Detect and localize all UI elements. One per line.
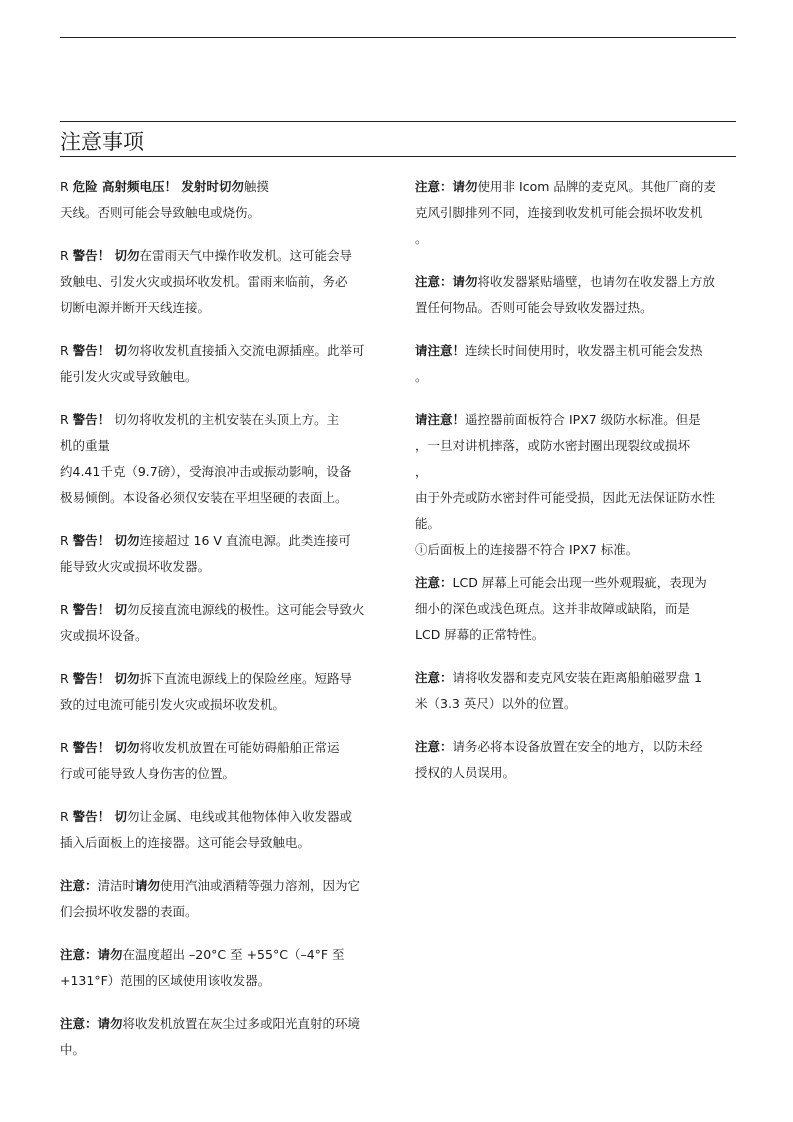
notice-line [415, 407, 740, 433]
notice-text: 由于外壳或防水密封件可能受损，因此无法保证防水性 [415, 490, 716, 505]
notice-text: ，一旦对讲机摔落，或防水密封圈出现裂纹或损坏 [415, 438, 691, 453]
notice-text: R [60, 248, 73, 263]
notice-text: 。 [415, 231, 428, 246]
notice-text: R [60, 809, 73, 824]
notice-text: 米（3.3 英尺）以外的位置。 [415, 696, 577, 711]
notice-emphasis: 请勿 [452, 179, 478, 194]
notice-line [415, 734, 740, 760]
notice-line [60, 942, 390, 968]
left-column [60, 174, 390, 1080]
notice-line [60, 459, 390, 485]
notice-text: 。 [415, 369, 428, 384]
notice-text: 切勿将收发机的主机安装在头顶上方。主 [110, 412, 340, 427]
notice-text: 授权的人员误用。 [415, 765, 516, 780]
notice-text: 细小的深色或浅色斑点。这并非故障或缺陷，而是 [415, 601, 691, 616]
notice-line [415, 364, 740, 390]
notice-item [60, 174, 390, 226]
notice-text: 连接超过 16 V 直流电源。此类连接可 [139, 533, 351, 548]
notice-text: 中。 [60, 1042, 86, 1057]
notice-line [60, 968, 390, 994]
notice-text: 触摸 [243, 179, 269, 194]
notice-line [415, 596, 740, 622]
notice-line [60, 295, 390, 321]
notice-line [415, 338, 740, 364]
notice-text: 机的重量 [60, 438, 111, 453]
notice-line [415, 665, 740, 691]
notice-item [60, 873, 390, 925]
notice-text: 连续长时间使用时，收发器主机可能会发热 [465, 343, 703, 358]
notice-item [60, 942, 390, 994]
notice-text: 将收发器紧贴墙壁，也请勿在收发器上方放 [477, 274, 716, 289]
notice-line [60, 735, 390, 761]
notice-line [415, 485, 740, 511]
notice-text: 将收发机放置在灰尘过多或阳光直射的环境 [122, 1016, 361, 1031]
notice-text: 在雷雨天气中操作收发机。这可能会导 [139, 248, 353, 263]
notice-line [60, 174, 390, 200]
notice-text: R [60, 179, 73, 194]
notice-emphasis: 警告！ 切 [72, 602, 128, 617]
notice-text: 约4.41千克（9.7磅），受海浪冲击或振动影响，设备 [60, 464, 352, 479]
notice-item [60, 597, 390, 649]
notice-emphasis: 请注意！ [415, 412, 466, 427]
notice-text: LCD 屏幕上可能会出现一些外观瑕疵，表现为 [452, 575, 707, 590]
notice-text: 插入后面板上的连接器。这可能会导致触电。 [60, 835, 311, 850]
notice-line [60, 338, 390, 364]
page-title: 注意事项 [60, 130, 144, 154]
notice-emphasis: 请勿 [97, 1016, 123, 1031]
notice-text: 清洁时 [97, 878, 136, 893]
notice-text: 能。 [415, 516, 441, 531]
notice-text: LCD 屏幕的正常特性。 [415, 627, 545, 642]
notice-line [60, 804, 390, 830]
notice-line [60, 407, 390, 433]
notice-emphasis: 警告！ 切 [72, 343, 128, 358]
notice-emphasis: 请注意！ [415, 343, 466, 358]
notice-text: 切断电源并断开天线连接。 [60, 300, 211, 315]
notice-emphasis: 警告！ 切勿 [72, 671, 140, 686]
notice-text: 能导致火灾或损坏收发器。 [60, 559, 211, 574]
notice-line [60, 761, 390, 787]
notice-item [60, 338, 390, 390]
right-column [415, 174, 740, 803]
notice-emphasis: 请勿 [452, 274, 478, 289]
notice-line [60, 623, 390, 649]
notice-emphasis: 注意： [60, 1016, 98, 1031]
notice-text: 行或可能导致人身伤害的位置。 [60, 766, 236, 781]
notice-item [60, 804, 390, 856]
notice-emphasis: 注意： [60, 878, 98, 893]
notice-line [415, 537, 740, 563]
notice-line [60, 528, 390, 554]
notice-line [415, 269, 740, 295]
notice-line [60, 597, 390, 623]
notice-text: 拆下直流电源线上的保险丝座。短路导 [139, 671, 353, 686]
notice-line [60, 666, 390, 692]
notice-text: 勿让金属、电线或其他物体伸入收发器或 [127, 809, 353, 824]
notice-text: 置任何物品。否则可能会导致收发器过热。 [415, 300, 653, 315]
notice-item [60, 1011, 390, 1063]
notice-emphasis: 危险 高射频电压！ 发射时切勿 [72, 179, 244, 194]
notice-line [60, 899, 390, 925]
notice-item [415, 269, 740, 321]
notice-text: 极易倾倒。本设备必须仅安装在平坦坚硬的表面上。 [60, 490, 348, 505]
notice-text: 请务必将本设备放置在安全的地方，以防未经 [452, 739, 703, 754]
notice-item [60, 243, 390, 321]
notice-emphasis: 注意： [415, 274, 453, 289]
notice-line [415, 226, 740, 252]
notice-item [415, 734, 740, 786]
notice-item [60, 666, 390, 718]
notice-text: ⓘ后面板上的连接器不符合 IPX7 标准。 [415, 542, 639, 557]
notice-text: 使用汽油或酒精等强力溶剂，因为它 [160, 878, 361, 893]
notice-emphasis: 注意： [415, 670, 453, 685]
notice-line [60, 1011, 390, 1037]
notice-text: 们会损坏收发器的表面。 [60, 904, 198, 919]
notice-emphasis: 请勿 [97, 947, 123, 962]
notice-text: R [60, 412, 73, 427]
notice-line [415, 295, 740, 321]
notice-line [415, 200, 740, 226]
notice-line [415, 760, 740, 786]
notice-text: 能引发火灾或导致触电。 [60, 369, 198, 384]
notice-line [415, 433, 740, 459]
notice-line [415, 570, 740, 596]
notice-text: 天线。否则可能会导致触电或烧伤。 [60, 205, 261, 220]
section-rule-bottom [60, 156, 736, 157]
notice-line [60, 554, 390, 580]
notice-item [415, 338, 740, 390]
notice-emphasis: 警告！ 切勿 [72, 533, 140, 548]
notice-emphasis: 请勿 [135, 878, 161, 893]
notice-line [60, 364, 390, 390]
notice-text: R [60, 671, 73, 686]
notice-text: 请将收发器和麦克风安装在距离船舶磁罗盘 1 [452, 670, 702, 685]
notice-text: 将收发机放置在可能妨碍船舶正常运 [139, 740, 340, 755]
notice-item [60, 528, 390, 580]
notice-text: 遥控器前面板符合 IPX7 级防水标准。但是 [465, 412, 701, 427]
notice-line [60, 200, 390, 226]
notice-line [60, 1037, 390, 1063]
notice-line [60, 873, 390, 899]
notice-emphasis: 注意： [415, 179, 453, 194]
notice-line [415, 459, 740, 485]
notice-line [415, 511, 740, 537]
notice-text: 灾或损坏设备。 [60, 628, 148, 643]
notice-emphasis: 警告！ [72, 412, 111, 427]
notice-line [415, 174, 740, 200]
notice-item [60, 407, 390, 511]
notice-text: 使用非 Icom 品牌的麦克风。其他厂商的麦 [477, 179, 716, 194]
notice-line [60, 433, 390, 459]
notice-emphasis: 警告！ 切 [72, 809, 128, 824]
notice-text: 在温度超出 –20°C 至 +55°C（–4°F 至 [122, 947, 345, 962]
notice-text: 致触电、引发火灾或损坏收发机。雷雨来临前，务必 [60, 274, 348, 289]
notice-emphasis: 注意： [60, 947, 98, 962]
notice-text: +131°F）范围的区域使用该收发器。 [60, 973, 271, 988]
section-rule-top [60, 121, 736, 122]
notice-text: R [60, 343, 73, 358]
notice-item [415, 570, 740, 648]
notice-item [60, 735, 390, 787]
notice-line [415, 622, 740, 648]
notice-text: 勿将收发机直接插入交流电源插座。此举可 [127, 343, 365, 358]
notice-line [60, 269, 390, 295]
notice-text: ， [415, 464, 428, 479]
notice-emphasis: 警告！ 切勿 [72, 740, 140, 755]
notice-line [60, 243, 390, 269]
notice-line [415, 691, 740, 717]
notice-text: 勿反接直流电源线的极性。这可能会导致火 [127, 602, 365, 617]
notice-item [415, 407, 740, 563]
notice-text: 克风引脚排列不同，连接到收发机可能会损坏收发机 [415, 205, 703, 220]
notice-text: 致的过电流可能引发火灾或损坏收发机。 [60, 697, 286, 712]
notice-emphasis: 警告！ 切勿 [72, 248, 140, 263]
notice-item [415, 174, 740, 252]
notice-line [60, 485, 390, 511]
notice-text: R [60, 740, 73, 755]
notice-text: R [60, 602, 73, 617]
notice-line [60, 692, 390, 718]
notice-emphasis: 注意： [415, 739, 453, 754]
notice-text: R [60, 533, 73, 548]
notice-emphasis: 注意： [415, 575, 453, 590]
header-rule [60, 37, 736, 38]
notice-line [60, 830, 390, 856]
notice-item [415, 665, 740, 717]
